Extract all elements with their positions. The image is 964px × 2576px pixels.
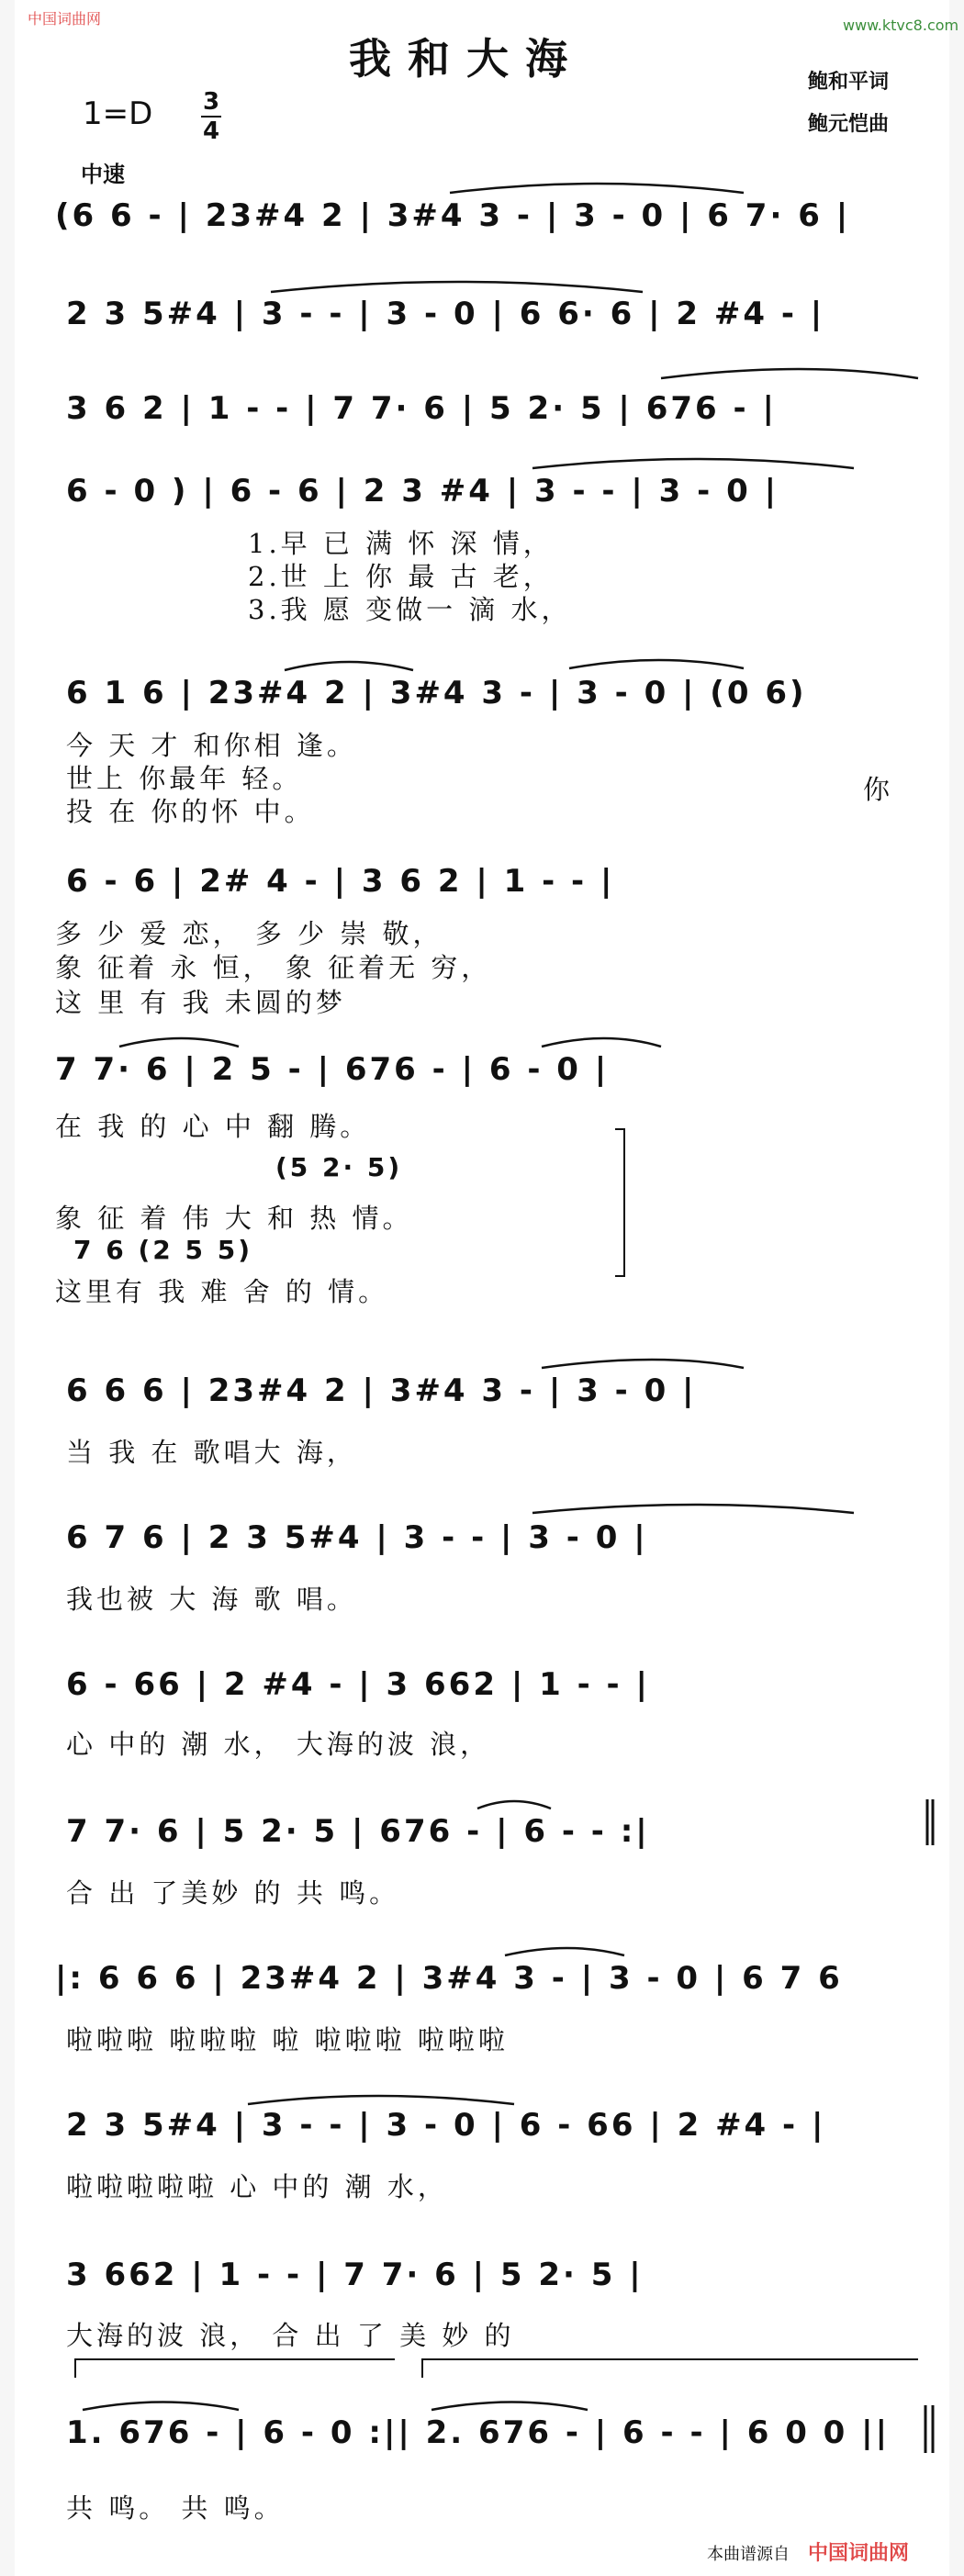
notation-row-1: (6 6 - | 23#4 2 | 3#4 3 - | 3 - 0 | 6 7· 6 | (55, 197, 851, 234)
time-signature (196, 90, 227, 143)
slur-mark (542, 1360, 744, 1368)
notation-row-8: 6 6 6 | 23#4 2 | 3#4 3 - | 3 - 0 | (66, 1372, 697, 1409)
verse-bracket (615, 1129, 624, 1276)
notation-row-10: 6 - 66 | 2 #4 - | 3 662 | 1 - - | (66, 1666, 650, 1703)
slur-mark (248, 2096, 514, 2104)
left-margin-strip (0, 0, 15, 2576)
lyric-row-7-verse-2: 象 征 着 伟 大 和 热 情。 (55, 1203, 413, 1234)
slur-mark (450, 184, 744, 193)
alternate-notes-verse-2: (5 2· 5) (275, 1152, 403, 1182)
footer-source-site: 中国词曲网 (808, 2542, 910, 2565)
alternate-notes-verse-3: 7 6 (2 5 5) (73, 1235, 252, 1265)
lyricist-credit: 鲍和平词 (808, 71, 890, 94)
footer-source-label: 本曲谱源自 (707, 2545, 790, 2564)
lyric-row-11: 合 出 了美妙 的 共 鸣。 (66, 1877, 400, 1909)
notation-row-3: 3 6 2 | 1 - - | 7 7· 6 | 5 2· 5 | 676 - | (66, 390, 777, 427)
lyric-row-5-verse-1: 今 天 才 和你相 逢。 (66, 730, 357, 761)
notation-row-12: |: 6 6 6 | 23#4 2 | 3#4 3 - | 3 - 0 | 6 7 6 (55, 1960, 843, 1997)
slur-mark (532, 1505, 854, 1513)
notation-row-11: 7 7· 6 | 5 2· 5 | 676 - | 6 - - :| (66, 1813, 650, 1850)
right-margin-strip (949, 0, 964, 2576)
lyric-row-14: 大海的波 浪， 合 出 了 美 妙 的 (66, 2320, 515, 2351)
slur-mark (661, 369, 918, 378)
lyric-row-15: 共 鸣。 共 鸣。 (66, 2492, 285, 2524)
tempo-marking: 中速 (81, 162, 125, 187)
lyric-row-4-verse-1: 1.早 已 满 怀 深 情， (248, 528, 554, 559)
lyric-row-6-verse-2: 象 征着 永 恒， 象 征着无 穷， (55, 952, 492, 983)
lyric-row-6-verse-1: 多 少 爱 恋， 多 少 崇 敬， (55, 918, 443, 949)
slur-mark (542, 1038, 661, 1047)
pickup-lyric: 你 (863, 774, 894, 805)
notation-row-6: 6 - 6 | 2# 4 - | 3 6 2 | 1 - - | (66, 863, 615, 900)
notation-row-7: 7 7· 6 | 2 5 - | 676 - | 6 - 0 | (55, 1051, 610, 1088)
time-signature-top: 3 (202, 88, 220, 116)
slur-mark (432, 2402, 588, 2411)
lyric-row-13: 啦啦啦啦啦 心 中的 潮 水， (66, 2171, 448, 2202)
lyric-row-8: 当 我 在 歌唱大 海， (66, 1437, 357, 1468)
lyric-row-4-verse-2: 2.世 上 你 最 古 老， (248, 561, 554, 592)
watermark-right: www.ktvc8.com (843, 17, 959, 34)
notation-row-4: 6 - 0 ) | 6 - 6 | 2 3 #4 | 3 - - | 3 - 0 | (66, 473, 779, 510)
slur-mark (271, 282, 643, 292)
lyric-row-7-verse-1: 在 我 的 心 中 翻 腾。 (55, 1111, 371, 1142)
lyric-row-12: 啦啦啦 啦啦啦 啦 啦啦啦 啦啦啦 (66, 2024, 509, 2055)
slur-mark (119, 1038, 239, 1047)
lyric-row-10: 心 中的 潮 水， 大海的波 浪， (66, 1729, 491, 1760)
time-signature-bottom: 4 (202, 118, 220, 145)
notation-row-2: 2 3 5#4 | 3 - - | 3 - 0 | 6 6· 6 | 2 #4 - | (66, 296, 825, 332)
slur-mark (569, 660, 744, 668)
song-title: 我和大海 (349, 34, 584, 84)
slur-mark (285, 662, 413, 670)
composer-credit: 鲍元恺曲 (808, 113, 890, 136)
notation-row-9: 6 7 6 | 2 3 5#4 | 3 - - | 3 - 0 | (66, 1519, 648, 1556)
lyric-row-6-verse-3: 这 里 有 我 未圆的梦 (55, 987, 346, 1018)
slur-mark (532, 459, 854, 468)
lyric-row-4-verse-3: 3.我 愿 变做一 滴 水， (248, 594, 572, 625)
slur-mark (505, 1948, 624, 1955)
lyric-row-7-verse-3: 这里有 我 难 舍 的 情。 (55, 1276, 389, 1307)
notation-row-5: 6 1 6 | 23#4 2 | 3#4 3 - | 3 - 0 | (0 6) (66, 675, 807, 711)
notation-row-13: 2 3 5#4 | 3 - - | 3 - 0 | 6 - 66 | 2 #4 - | (66, 2107, 826, 2144)
lyric-row-5-verse-3: 投 在 你的怀 中。 (66, 796, 315, 827)
notation-row-15: 1. 676 - | 6 - 0 :|| 2. 676 - | 6 - - | 6 0 0 || (66, 2414, 891, 2451)
lyric-row-9: 我也被 大 海 歌 唱。 (66, 1584, 357, 1615)
notation-row-14: 3 662 | 1 - - | 7 7· 6 | 5 2· 5 | (66, 2257, 644, 2293)
lyric-row-5-verse-2: 世上 你最年 轻。 (66, 763, 303, 794)
watermark-left: 中国词曲网 (28, 10, 102, 28)
key-signature: 1=D (83, 95, 153, 132)
volta-bracket-1 (75, 2359, 395, 2378)
slur-mark (477, 1801, 551, 1809)
volta-bracket-2 (422, 2359, 918, 2378)
slur-mark (83, 2402, 239, 2411)
